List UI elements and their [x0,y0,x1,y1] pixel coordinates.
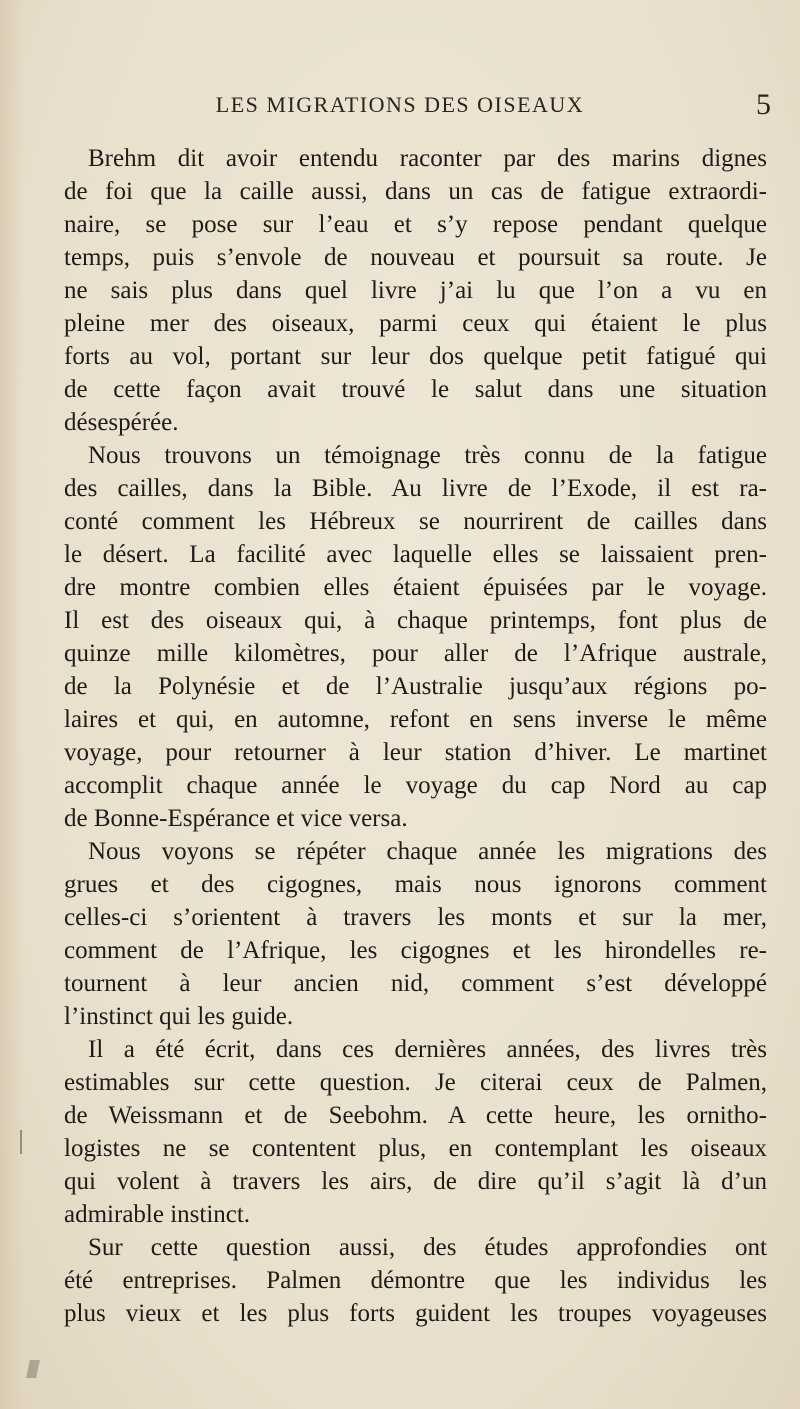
text-line: Il a été écrit, dans ces dernières années, des livres très [88,1036,767,1063]
running-title: LES MIGRATIONS DES OISEAUX [215,92,585,117]
text-line: qui volent à travers les airs, de dire qu’il s’agit là d’un [64,1168,767,1195]
text-line: de la Polynésie et de l’Australie jusqu’aux régions po- [64,673,767,700]
text-line: de foi que la caille aussi, dans un cas de fatigue extraordi- [64,178,767,205]
text-line: de Weissmann et de Seebohm. A cette heure, les ornitho- [64,1102,767,1129]
text-line: estimables sur cette question. Je citerai ceux de Palmen, [64,1069,767,1096]
text-line: conté comment les Hébreux se nourrirent de cailles dans [64,508,767,535]
page-number: 5 [756,88,771,121]
text-line: Nous voyons se répéter chaque année les migrations des [88,838,767,865]
page-header [0,86,800,126]
text-line: Il est des oiseaux qui, à chaque printemps, font plus de [64,607,767,634]
text-line: naire, se pose sur l’eau et s’y repose pendant quelque [64,211,767,238]
text-line: Nous trouvons un témoignage très connu de la fatigue [88,442,767,469]
text-line: laires et qui, en automne, refont en sens inverse le même [64,706,767,733]
text-line: plus vieux et les plus forts guident les troupes voyageuses [64,1300,767,1327]
text-line: Sur cette question aussi, des études approfondies ont [88,1234,767,1261]
text-line: comment de l’Afrique, les cigognes et les hirondelles re- [64,937,767,964]
margin-smudge [20,1130,30,1154]
text-line: accomplit chaque année le voyage du cap Nord au cap [64,772,767,799]
text-line: ne sais plus dans quel livre j’ai lu que l’on a vu en [64,277,767,304]
text-line: Brehm dit avoir entendu raconter par des marins dignes [88,145,767,172]
text-line: de Bonne-Espérance et vice versa. [64,805,408,832]
text-line: admirable instinct. [64,1201,251,1228]
text-line: le désert. La facilité avec laquelle elles se laissaient pren- [64,541,767,568]
text-line: quinze mille kilomètres, pour aller de l’Afrique australe, [64,640,767,667]
text-line: de cette façon avait trouvé le salut dans une situation [64,376,767,403]
text-line: voyage, pour retourner à leur station d’hiver. Le martinet [64,739,767,766]
text-line: désespérée. [64,409,179,436]
page-gutter-shadow [0,0,24,1409]
margin-smudge [26,1360,40,1378]
text-line: l’instinct qui les guide. [64,1003,294,1030]
text-line: tournent à leur ancien nid, comment s’est développé [64,970,767,997]
text-line: été entreprises. Palmen démontre que les individus les [64,1267,767,1294]
text-line: forts au vol, portant sur leur dos quelque petit fatigué qui [64,343,767,370]
text-line: logistes ne se contentent plus, en contemplant les oiseaux [64,1135,767,1162]
text-line: des cailles, dans la Bible. Au livre de l’Exode, il est ra- [64,475,767,502]
text-line: pleine mer des oiseaux, parmi ceux qui étaient le plus [64,310,767,337]
text-line: celles-ci s’orientent à travers les monts et sur la mer, [64,904,767,931]
text-line: dre montre combien elles étaient épuisées par le voyage. [64,574,767,601]
text-line: grues et des cigognes, mais nous ignorons comment [64,871,767,898]
text-line: temps, puis s’envole de nouveau et poursuit sa route. Je [64,244,767,271]
